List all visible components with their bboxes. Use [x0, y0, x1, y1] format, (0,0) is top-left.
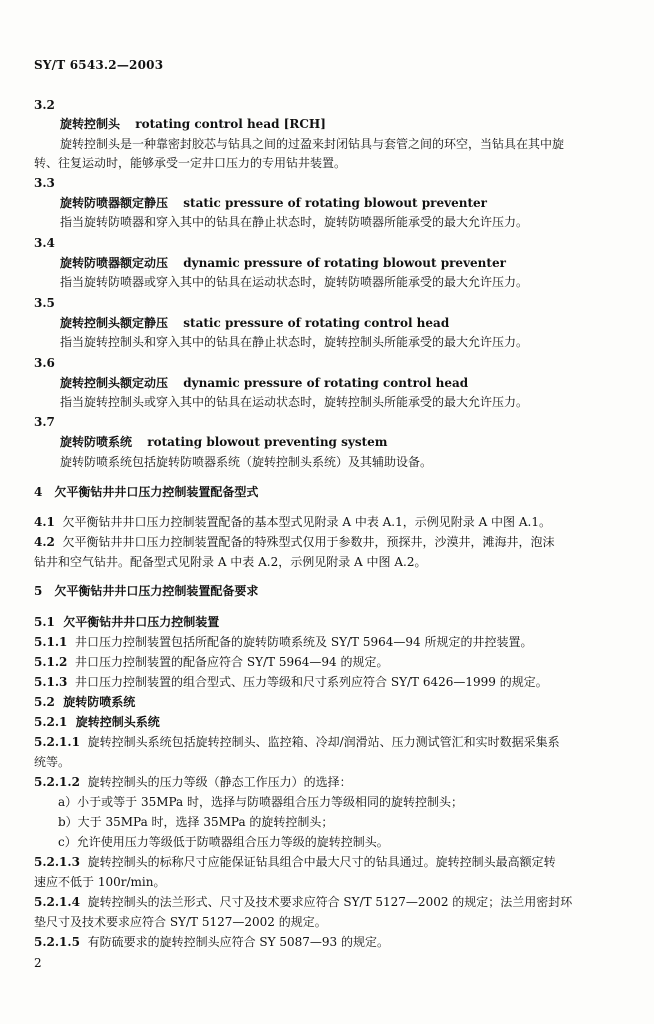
- section-heading: 4 欠平衡钻井井口压力控制装置配备型式: [34, 485, 259, 499]
- clause-text-continued: 垫尺寸及技术要求应符合 SY/T 5127—2002 的规定。: [34, 915, 327, 929]
- clause-number: 5.2: [34, 695, 55, 709]
- page-number: 2: [34, 956, 42, 970]
- term-zh: 旋转防喷器额定静压: [60, 196, 169, 210]
- clause-5-1: [34, 614, 219, 630]
- clause-number: 4.1: [34, 515, 55, 529]
- clause-text: 旋转控制头系统包括旋转控制头、监控箱、冷却/润滑站、压力测试管汇和实时数据采集系: [87, 735, 560, 749]
- term-zh: 旋转防喷器额定动压: [60, 256, 169, 270]
- clause-text: 有防硫要求的旋转控制头应符合 SY 5087—93 的规定。: [87, 935, 389, 949]
- clause-text: 欠平衡钻井井口压力控制装置配备的特殊型式仅用于参数井，预探井，沙漠井，滩海井，泡沫: [62, 535, 555, 549]
- term-number: 3.7: [34, 415, 55, 429]
- term-title: [60, 375, 468, 391]
- term-definition: 指当旋转防喷器或穿入其中的钻具在运动状态时，旋转防喷器所能承受的最大允许压力。: [60, 275, 529, 289]
- clause-number: 5.2.1.1: [34, 735, 80, 749]
- term-title: [60, 434, 388, 450]
- term-definition: 指当旋转控制头或穿入其中的钻具在运动状态时，旋转控制头所能承受的最大允许压力。: [60, 395, 529, 409]
- term-number: 3.2: [34, 98, 55, 112]
- section-heading: 5 欠平衡钻井井口压力控制装置配备要求: [34, 584, 259, 598]
- term-en: static pressure of rotating blowout preventer: [183, 196, 487, 210]
- term-definition: 指当旋转控制头和穿入其中的钻具在静止状态时，旋转控制头所能承受的最大允许压力。: [60, 335, 529, 349]
- term-definition: 转、往复运动时，能够承受一定井口压力的专用钻井装置。: [34, 156, 347, 170]
- term-number: 3.5: [34, 296, 55, 310]
- list-item: b）大于 35MPa 时，选择 35MPa 的旋转控制头；: [58, 815, 334, 829]
- clause-text: 欠平衡钻井井口压力控制装置配备的基本型式见附录 A 中表 A.1，示例见附录 A 中图 A.1。: [62, 515, 551, 529]
- term-en: dynamic pressure of rotating blowout preventer: [183, 256, 506, 270]
- clause-text-continued: 钻井和空气钻井。配备型式见附录 A 中表 A.2，示例见附录 A 中图 A.2。: [34, 555, 427, 569]
- clause-5-2-1-5: [34, 934, 389, 950]
- clause-text: 井口压力控制装置包括所配备的旋转防喷系统及 SY/T 5964—94 所规定的井控装置。: [75, 635, 533, 649]
- term-number: 3.3: [34, 176, 55, 190]
- clause-5-2-1: [34, 714, 160, 730]
- term-zh: 旋转控制头额定静压: [60, 316, 169, 330]
- term-number: 3.6: [34, 356, 55, 370]
- term-definition: 指当旋转防喷器和穿入其中的钻具在静止状态时，旋转防喷器所能承受的最大允许压力。: [60, 215, 529, 229]
- list-item: c）允许使用压力等级低于防喷器组合压力等级的旋转控制头。: [58, 835, 389, 849]
- term-number: 3.4: [34, 236, 55, 250]
- clause-4-1: [34, 514, 551, 530]
- clause-text-continued: 统等。: [34, 755, 71, 769]
- clause-5-2-1-2: [34, 774, 352, 790]
- list-item: a）小于或等于 35MPa 时，选择与防喷器组合压力等级相同的旋转控制头；: [58, 795, 464, 809]
- term-zh: 旋转控制头: [60, 117, 121, 131]
- clause-number: 5.1.2: [34, 655, 68, 669]
- term-definition: 旋转控制头是一种靠密封胶芯与钻具之间的过盈来封闭钻具与套管之间的环空，当钻具在其中旋: [60, 137, 565, 151]
- clause-5-1-2: [34, 654, 389, 670]
- clause-number: 5.2.1.4: [34, 895, 80, 909]
- clause-number: 5.1.3: [34, 675, 68, 689]
- clause-text: 旋转控制头的法兰形式、尺寸及技术要求应符合 SY/T 5127—2002 的规定；法兰用密封环: [87, 895, 573, 909]
- clause-text: 旋转控制头的压力等级（静态工作压力）的选择：: [87, 775, 352, 789]
- term-title: [60, 315, 449, 331]
- clause-heading: 旋转防喷系统: [63, 695, 136, 709]
- clause-heading: 旋转控制头系统: [75, 715, 160, 729]
- standard-code-header: SY/T 6543.2—2003: [34, 58, 164, 72]
- term-definition: 旋转防喷系统包括旋转防喷器系统（旋转控制头系统）及其辅助设备。: [60, 455, 433, 469]
- term-zh: 旋转控制头额定动压: [60, 376, 169, 390]
- clause-text-continued: 速应不低于 100r/min。: [34, 875, 166, 889]
- clause-5-2: [34, 694, 135, 710]
- clause-4-2: [34, 534, 555, 550]
- term-en: dynamic pressure of rotating control head: [183, 376, 469, 390]
- clause-text: 井口压力控制装置的配备应符合 SY/T 5964—94 的规定。: [75, 655, 389, 669]
- term-en: rotating blowout preventing system: [147, 435, 388, 449]
- clause-number: 5.2.1: [34, 715, 68, 729]
- clause-5-1-1: [34, 634, 533, 650]
- term-en: static pressure of rotating control head: [183, 316, 450, 330]
- clause-number: 4.2: [34, 535, 55, 549]
- clause-number: 5.1: [34, 615, 55, 629]
- clause-5-2-1-1: [34, 734, 560, 750]
- clause-5-2-1-3: [34, 854, 556, 870]
- clause-number: 5.2.1.5: [34, 935, 80, 949]
- clause-number: 5.1.1: [34, 635, 68, 649]
- clause-text: 井口压力控制装置的组合型式、压力等级和尺寸系列应符合 SY/T 6426—1999 的规定。: [75, 675, 548, 689]
- clause-number: 5.2.1.3: [34, 855, 80, 869]
- clause-5-2-1-4: [34, 894, 572, 910]
- clause-number: 5.2.1.2: [34, 775, 80, 789]
- term-title: [60, 255, 506, 271]
- term-en: rotating control head [RCH]: [135, 117, 326, 131]
- term-zh: 旋转防喷系统: [60, 435, 133, 449]
- clause-text: 旋转控制头的标称尺寸应能保证钻具组合中最大尺寸的钻具通过。旋转控制头最高额定转: [87, 855, 556, 869]
- term-title: [60, 195, 487, 211]
- term-title: [60, 116, 326, 132]
- clause-5-1-3: [34, 674, 548, 690]
- clause-heading: 欠平衡钻井井口压力控制装置: [63, 615, 220, 629]
